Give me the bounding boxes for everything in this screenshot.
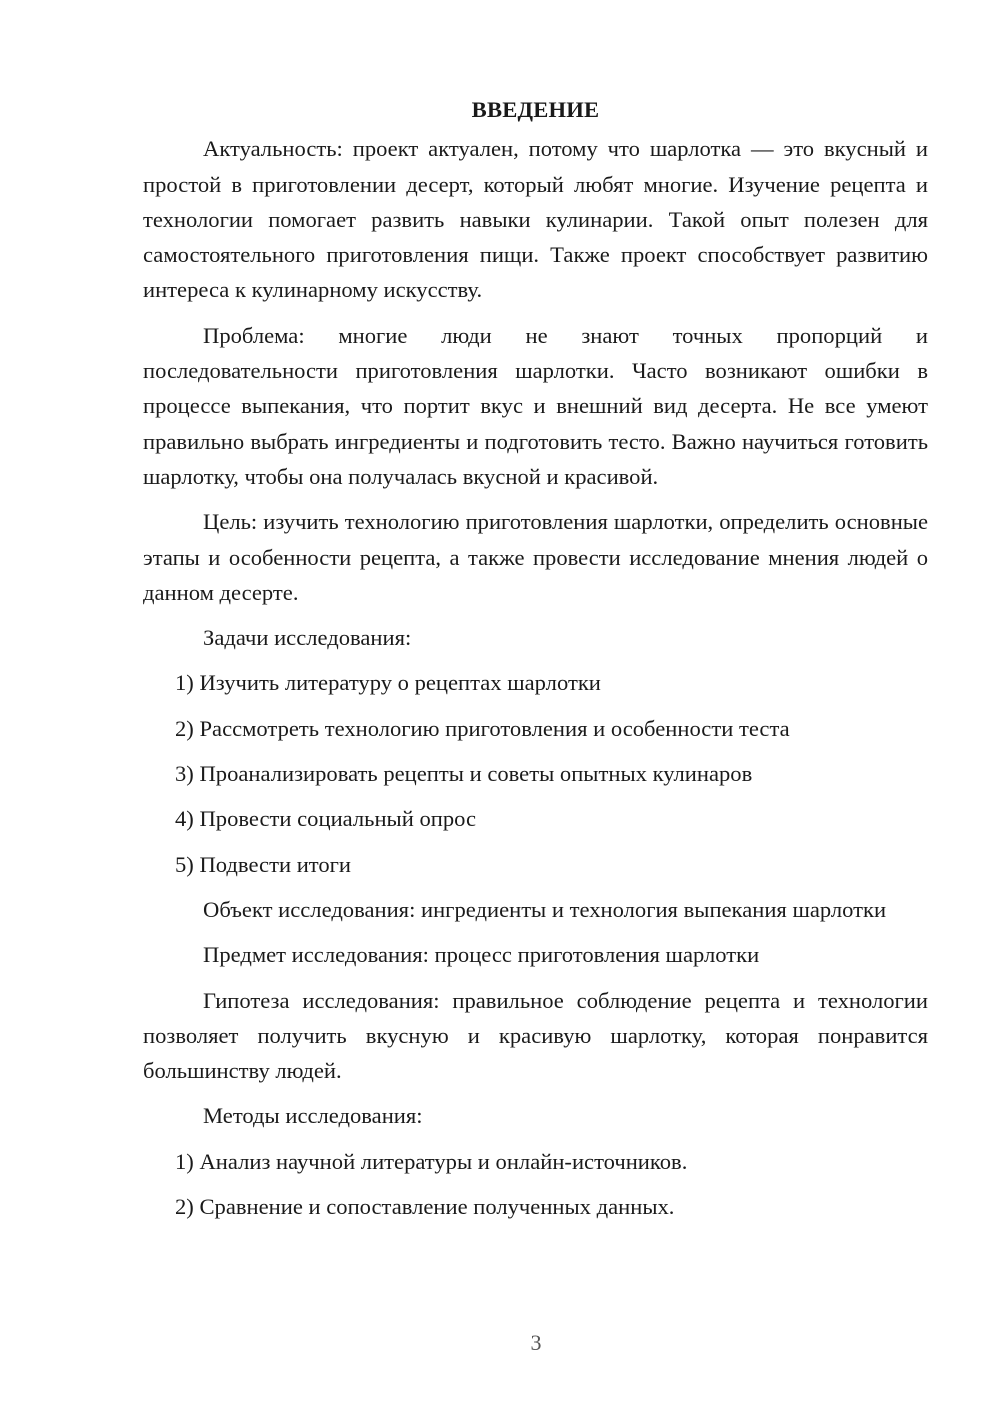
goal-paragraph: Цель: изучить технологию приготовления шарлотки, определить основные этапы и особенности рецепта, а также провести исследование мнения людей о данном десерте.	[143, 509, 928, 605]
task-item: 2) Рассмотреть технологию приготовления и особенности теста	[175, 715, 790, 741]
method-item: 2) Сравнение и сопоставление полученных данных.	[175, 1194, 675, 1220]
task-item: 1) Изучить литературу о рецептах шарлотки	[175, 670, 601, 696]
task-item: 4) Провести социальный опрос	[175, 806, 477, 832]
subject-paragraph: Предмет исследования: процесс приготовления шарлотки	[203, 942, 760, 968]
document-page	[143, 92, 928, 1234]
tasks-list	[143, 665, 928, 881]
task-item: 5) Подвести итоги	[175, 851, 352, 877]
method-item: 1) Анализ научной литературы и онлайн-источников.	[175, 1148, 688, 1174]
task-item: 3) Проанализировать рецепты и советы опытных кулинаров	[175, 761, 753, 787]
page-number: 3	[530, 1330, 542, 1355]
tasks-label: Задачи исследования:	[203, 625, 412, 651]
page-title: ВВЕДЕНИЕ	[471, 97, 600, 122]
hypothesis-paragraph: Гипотеза исследования: правильное соблюдение рецепта и технологии позволяет получить вкусную и красивую шарлотку, которая понравится большинству людей.	[143, 987, 928, 1084]
methods-label: Методы исследования:	[203, 1103, 423, 1129]
problem-paragraph: Проблема: многие люди не знают точных пропорций и последовательности приготовления шарлотки. Часто возникают ошибки в процессе выпекания, что портит вкус и внешний вид десерта. Не все умеют правильно выбрать ингредиенты и подготовить тесто. Важно научиться готовить шарлотку, чтобы она получалась вкусной и красивой.	[143, 322, 928, 489]
object-paragraph: Объект исследования: ингредиенты и технология выпекания шарлотки	[203, 896, 887, 922]
relevance-paragraph: Актуальность: проект актуален, потому что шарлотка — это вкусный и простой в приготовлении десерт, который любят многие. Изучение рецепта и технологии помогает развить навыки кулинарии. Такой опыт полезен для самостоятельного приготовления пищи. Также проект способствует развитию интереса к кулинарному искусству.	[143, 136, 928, 303]
methods-list	[143, 1144, 928, 1225]
